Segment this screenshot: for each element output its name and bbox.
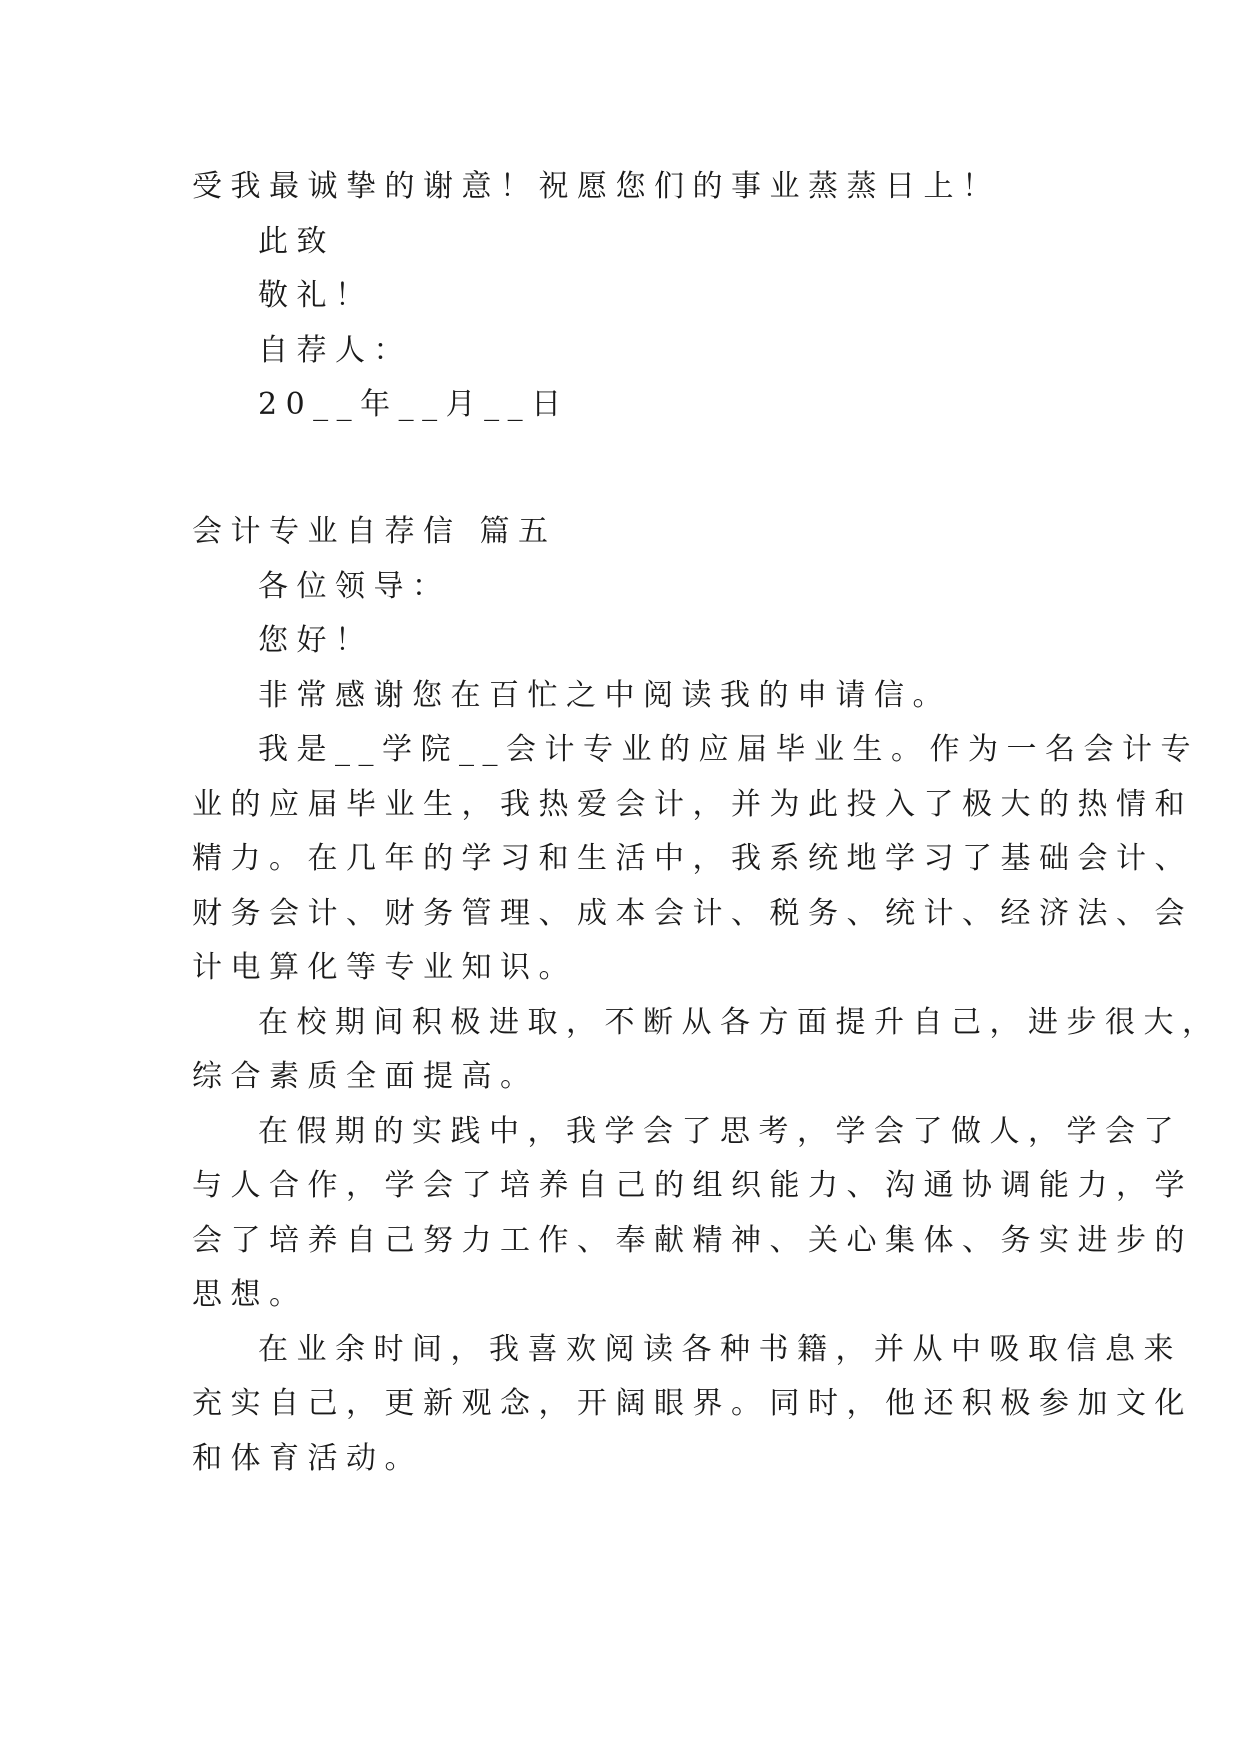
paragraph-line: 在校期间积极进取，不断从各方面提升自己，进步很大， <box>258 1005 1221 1040</box>
section-heading: 会计专业自荐信 篇五 <box>192 514 557 549</box>
paragraph-line: 充实自己，更新观念，开阔眼界。同时，他还积极参加文化 <box>192 1386 1193 1421</box>
greeting-hello: 您好！ <box>258 623 374 658</box>
paragraph-line: 业的应届毕业生，我热爱会计，并为此投入了极大的热情和 <box>192 787 1193 822</box>
paragraph-line: 会了培养自己努力工作、奉献精神、关心集体、务实进步的 <box>192 1223 1193 1258</box>
paragraph-line: 在假期的实践中，我学会了思考，学会了做人，学会了 <box>258 1114 1182 1149</box>
salutation-jingli: 敬礼！ <box>258 278 374 313</box>
paragraph-line: 与人合作，学会了培养自己的组织能力、沟通协调能力，学 <box>192 1168 1193 1203</box>
paragraph-line: 财务会计、财务管理、成本会计、税务、统计、经济法、会 <box>192 896 1193 931</box>
date-line: 20__年__月__日 <box>258 387 570 422</box>
paragraph-line: 精力。在几年的学习和生活中，我系统地学习了基础会计、 <box>192 841 1193 876</box>
signature-label: 自荐人： <box>258 333 412 368</box>
paragraph-line: 非常感谢您在百忙之中阅读我的申请信。 <box>258 678 951 713</box>
greeting-recipients: 各位领导： <box>258 569 451 604</box>
closing-paragraph-line: 受我最诚挚的谢意！祝愿您们的事业蒸蒸日上！ <box>192 169 1001 204</box>
paragraph-line: 和体育活动。 <box>192 1441 423 1476</box>
paragraph-line: 我是__学院__会计专业的应届毕业生。作为一名会计专 <box>258 732 1199 767</box>
paragraph-line: 思想。 <box>192 1277 308 1312</box>
paragraph-line: 计电算化等专业知识。 <box>192 950 577 985</box>
salutation-cizhi: 此致 <box>258 224 335 259</box>
paragraph-line: 在业余时间，我喜欢阅读各种书籍，并从中吸取信息来 <box>258 1332 1182 1367</box>
paragraph-line: 综合素质全面提高。 <box>192 1059 539 1094</box>
